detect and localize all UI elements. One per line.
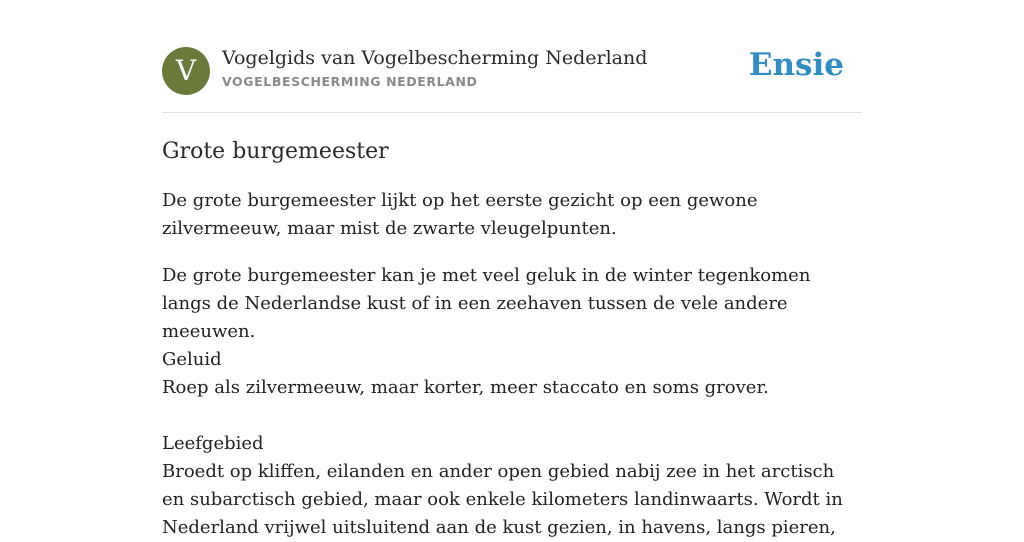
article-intro: De grote burgemeester lijkt op het eerste gezicht op een gewone zilvermeeuw, maar mist de zwarte vleugelpunten. [162, 190, 758, 239]
source-title-link[interactable]: Vogelgids van Vogelbescherming Nederland [222, 47, 648, 69]
page [162, 0, 862, 538]
article-body [162, 262, 852, 542]
body-line: Broedt op kliffen, eilanden en ander open gebied nabij zee in het arctisch en subarctisch gebied, maar ook enkele kilometers landinwaarts. Wordt in Nederland vrijwel uitsluitend aan de kust gezien, in havens, langs pieren, [162, 461, 843, 538]
body-heading-leefgebied: Leefgebied [162, 433, 264, 454]
body-line: De grote burgemeester kan je met veel geluk in de winter tegenkomen langs de Nederlandse kust of in een zeehaven tussen de vele andere meeuwen. [162, 265, 811, 342]
article [162, 113, 862, 542]
body-line: Roep als zilvermeeuw, maar korter, meer staccato en soms grover. [162, 377, 769, 398]
body-heading-geluid: Geluid [162, 349, 222, 370]
article-title: Grote burgemeester [162, 139, 389, 164]
source-info [222, 46, 647, 89]
body-spacer [162, 402, 852, 430]
source-avatar[interactable]: V [162, 47, 210, 95]
source-header [162, 0, 862, 113]
source-publisher[interactable]: VOGELBESCHERMING NEDERLAND [222, 74, 478, 89]
ensie-logo[interactable]: Ensie [748, 47, 844, 83]
